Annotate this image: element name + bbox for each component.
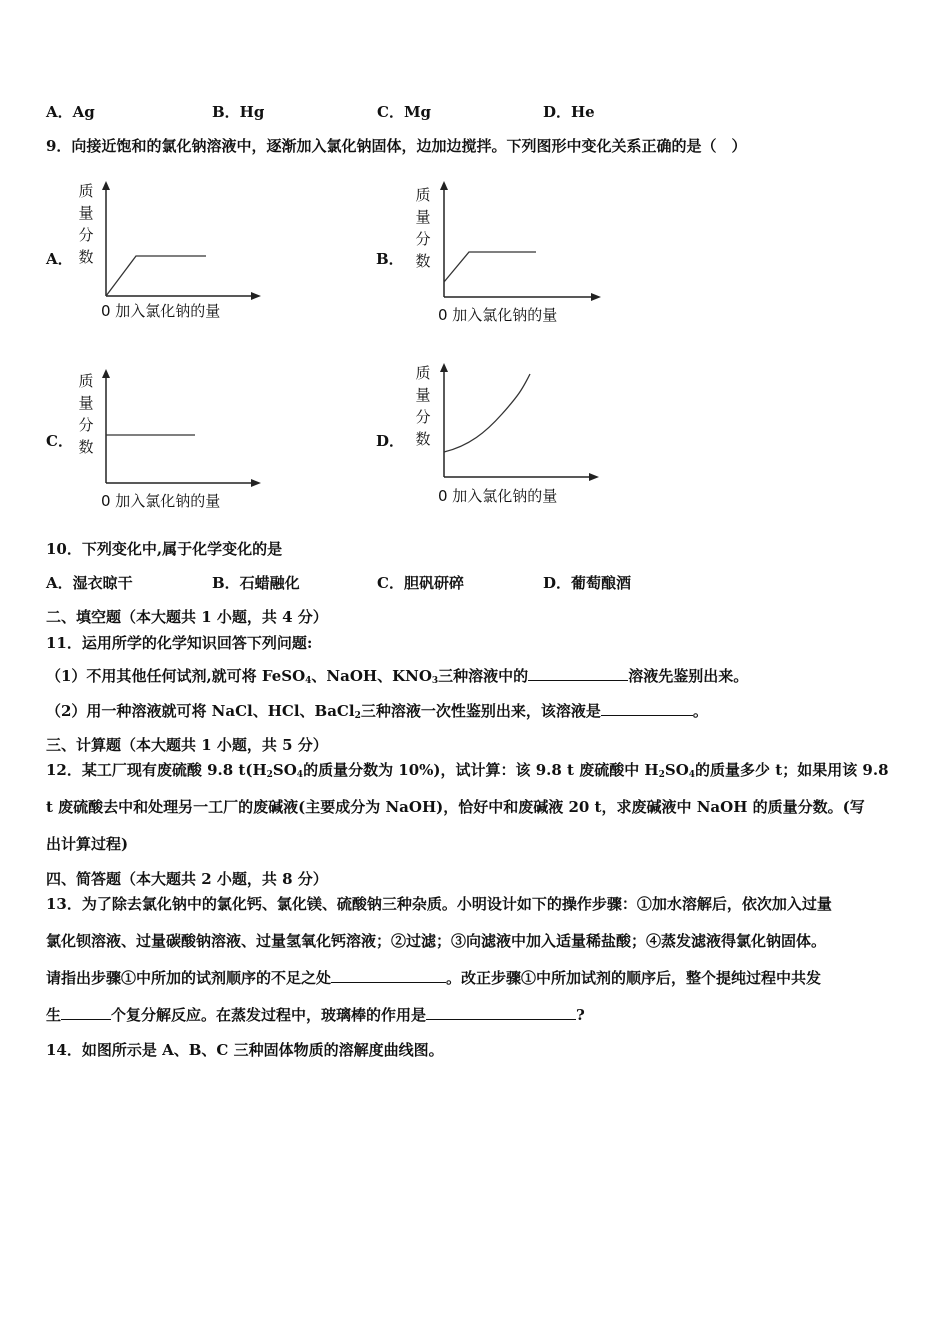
graph-c-ylabel: 质 量 分 数: [78, 372, 94, 456]
graph-d-xlabel: 0 加入氯化钠的量: [438, 487, 558, 505]
section-2-heading: 二、填空题（本大题共 1 小题，共 4 分）: [46, 608, 328, 626]
q13-blank-1[interactable]: [331, 968, 446, 983]
q11-part1: （1）不用其他任何试剂,就可将 FeSO$_4$、NaOH、$KNO_3$三种溶液中的 溶液先鉴别出来。: [46, 667, 749, 686]
graph-d-line: [444, 374, 530, 452]
section-4-heading: 四、简答题（本大题共 2 小题，共 8 分）: [46, 870, 328, 888]
q11-stem: 11．运用所学的化学知识回答下列问题:: [46, 634, 313, 652]
q10-option-a: A．湿衣晾干: [46, 574, 133, 592]
graph-b-line: [444, 252, 536, 282]
graph-b-xlabel: 0 加入氯化钠的量: [438, 306, 558, 324]
q11-part2: （2）用一种溶液就可将 NaCl、HCl、BaCl$_2$三种溶液一次性鉴别出来，该溶液是 。: [46, 702, 708, 721]
x-axis-arrow: [591, 293, 601, 301]
graph-b-label: B．: [376, 250, 404, 268]
graph-b-plot: [444, 180, 644, 310]
graph-c-xlabel: 0 加入氯化钠的量: [101, 492, 221, 510]
q13-line-1: 13．为了除去氯化钠中的氯化钙、氯化镁、硫酸钠三种杂质。小明设计如下的操作步骤：①加水溶解后，依次加入过量: [46, 895, 832, 913]
graph-a-line: [106, 256, 206, 296]
q9-stem: 9．向接近饱和的氯化钠溶液中，逐渐加入氯化钠固体，边加边搅拌。下列图形中变化关系正确的是（ ）: [46, 137, 747, 155]
q12-line-1: 12．某工厂现有废硫酸 9.8 $t(H_2SO_4$的质量分数为 10%)，试计算：该 9.8 t 废硫酸中 $H_2SO_4$的质量多少 t；如果用该 9.8: [46, 761, 889, 780]
section-3-heading: 三、计算题（本大题共 1 小题，共 5 分）: [46, 736, 328, 754]
q13-line-2: 氯化钡溶液、过量碳酸钠溶液、过量氢氧化钙溶液；②过滤；③向滤液中加入适量稀盐酸；④蒸发滤液得氯化钠固体。: [46, 932, 827, 950]
q11-blank-1[interactable]: [528, 666, 628, 681]
x-axis-arrow: [589, 473, 599, 481]
graph-c-label: C．: [46, 432, 73, 450]
q13-blank-3[interactable]: [426, 1005, 576, 1020]
graph-b-ylabel: 质 量 分 数: [415, 186, 431, 270]
q10-option-b: B．石蜡融化: [212, 574, 300, 592]
y-axis-arrow: [102, 181, 110, 190]
x-axis-arrow: [251, 292, 261, 300]
y-axis-arrow: [440, 181, 448, 190]
q13-line-4: 生 个复分解反应。在蒸发过程中，玻璃棒的作用是 ?: [46, 1006, 585, 1024]
q8-option-b: B．Hg: [212, 103, 265, 121]
graph-a-plot: [106, 180, 306, 310]
q8-option-a: A．Ag: [46, 103, 95, 121]
graph-a: [46, 180, 306, 330]
graph-d-ylabel: 质 量 分 数: [415, 364, 431, 448]
q14-stem: 14．如图所示是 A、B、C 三种固体物质的溶解度曲线图。: [46, 1041, 444, 1059]
graph-d: [376, 362, 636, 512]
q12-line-3: 出计算过程): [46, 835, 129, 853]
q13-blank-2[interactable]: [61, 1005, 111, 1020]
graph-a-ylabel: 质 量 分 数: [78, 182, 94, 266]
graph-d-plot: [444, 362, 644, 492]
q10-option-c: C．胆矾研碎: [377, 574, 464, 592]
q12-line-2: t 废硫酸去中和处理另一工厂的废碱液(主要成分为 NaOH)，恰好中和废碱液 20 t，求废碱液中 NaOH 的质量分数。(写: [46, 798, 865, 816]
graph-a-label: A．: [46, 250, 73, 268]
graph-a-xlabel: 0 加入氯化钠的量: [101, 302, 221, 320]
q8-option-c: C．Mg: [377, 103, 432, 121]
q11-blank-2[interactable]: [601, 701, 693, 716]
graph-b: [376, 180, 636, 330]
graph-c-plot: [106, 366, 306, 496]
q8-option-d: D．He: [543, 103, 595, 121]
y-axis-arrow: [440, 363, 448, 372]
graph-d-label: D．: [376, 432, 405, 450]
x-axis-arrow: [251, 479, 261, 487]
q10-stem: 10．下列变化中,属于化学变化的是: [46, 540, 283, 558]
q13-line-3: 请指出步骤①中所加的试剂顺序的不足之处 。改正步骤①中所加试剂的顺序后，整个提纯过程中共发: [46, 969, 822, 987]
y-axis-arrow: [102, 369, 110, 378]
q10-option-d: D．葡萄酿酒: [543, 574, 632, 592]
graph-c: [46, 366, 306, 516]
